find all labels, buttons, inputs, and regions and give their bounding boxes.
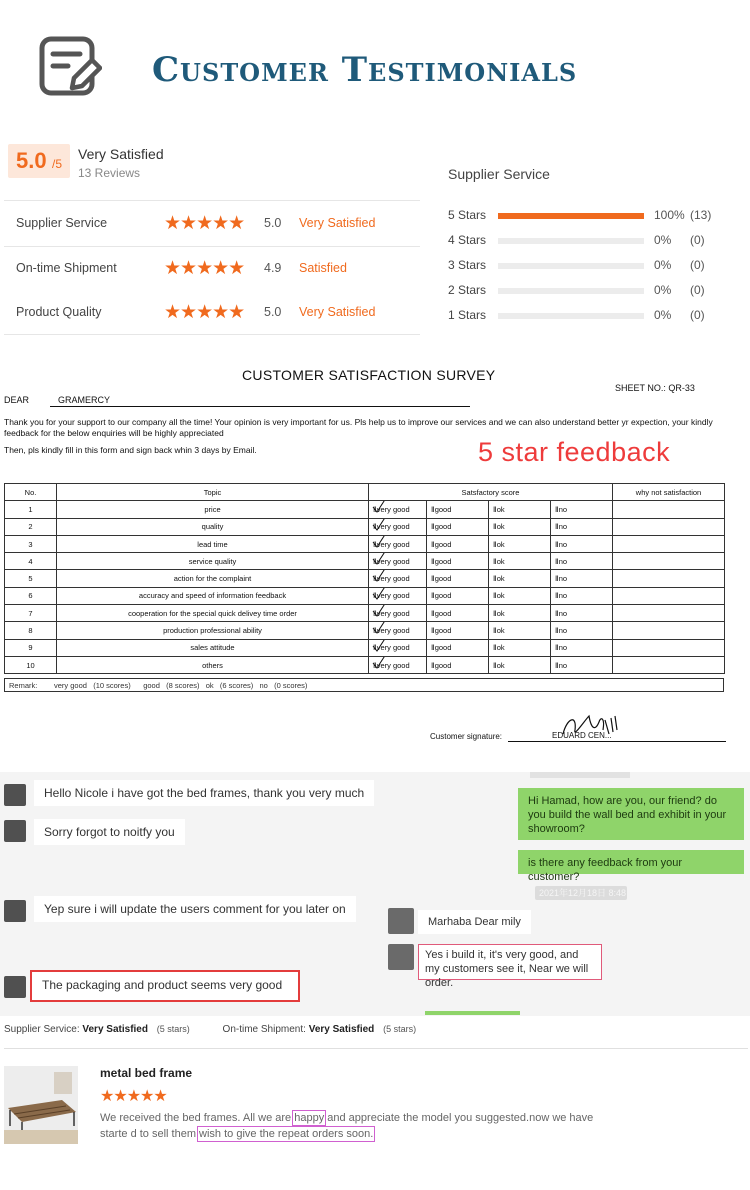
row-topic: service quality xyxy=(57,553,369,570)
count: (0) xyxy=(690,233,705,247)
option-ok xyxy=(489,622,551,639)
checkbox-glyph: Ⅱ xyxy=(431,643,435,653)
rating-value: 5.0 xyxy=(264,305,282,319)
option-very-good xyxy=(369,605,427,622)
rating-label: Product Quality xyxy=(16,305,102,319)
chat-message-reply: Marhaba Dear mily xyxy=(418,910,531,934)
rating-summary xyxy=(4,138,420,338)
option-very-good xyxy=(369,518,427,535)
option-ok xyxy=(489,535,551,552)
checkbox-glyph: Ⅱ xyxy=(555,660,559,670)
edit-document-icon xyxy=(38,36,102,98)
option-label: no xyxy=(558,643,568,653)
chat-message-left: Yep sure i will update the users comment for you later on xyxy=(34,896,356,922)
option-label: good xyxy=(434,591,452,601)
avatar xyxy=(4,900,26,922)
option-label: no xyxy=(558,539,568,549)
rating-value: 5.0 xyxy=(264,216,282,230)
option-very-good xyxy=(369,535,427,552)
option-good xyxy=(427,587,489,604)
distribution-bar xyxy=(498,238,644,244)
option-label: good xyxy=(434,660,452,670)
five-star-feedback-label: 5 star feedback xyxy=(478,437,671,467)
option-label: good xyxy=(434,556,452,566)
divider xyxy=(4,200,420,201)
star-label: 5 Stars xyxy=(448,208,487,222)
count: (13) xyxy=(690,208,712,222)
option-no xyxy=(551,518,613,535)
review-highlight: wish to give the repeat orders soon. xyxy=(199,1128,374,1140)
checkbox-glyph: Ⅱ xyxy=(555,539,559,549)
column-topic: Topic xyxy=(57,484,369,501)
checkbox-glyph: Ⅱ xyxy=(493,556,497,566)
option-ok xyxy=(489,518,551,535)
star-label: 1 Stars xyxy=(448,308,487,322)
star-rating-icon: ★★★★★ xyxy=(164,213,245,234)
underline xyxy=(50,406,470,407)
option-very-good xyxy=(369,570,427,587)
signature-name: EDUARD CEN... xyxy=(552,731,612,740)
row-number: 3 xyxy=(5,535,57,552)
checkbox-glyph: Ⅱ xyxy=(555,643,559,653)
checkbox-glyph: Ⅱ xyxy=(493,626,497,636)
star-distribution-row xyxy=(448,280,738,300)
option-label: good xyxy=(434,539,452,549)
survey-row xyxy=(5,535,725,552)
row-number: 4 xyxy=(5,553,57,570)
row-topic: lead time xyxy=(57,535,369,552)
checkbox-glyph: Ⅱ xyxy=(373,522,377,532)
supplier-service-distribution xyxy=(440,150,740,340)
survey-row xyxy=(5,518,725,535)
star-label: 3 Stars xyxy=(448,258,487,272)
sheet-number: SHEET NO.: QR-33 xyxy=(615,383,695,393)
row-why xyxy=(613,639,725,656)
checkbox-glyph: Ⅱ xyxy=(373,608,377,618)
chat-message-right: Hi Hamad, how are you, our friend? do you build the wall bed and exhibit in your showroom? xyxy=(518,788,744,840)
option-label: no xyxy=(558,556,568,566)
checkbox-glyph: Ⅱ xyxy=(373,574,377,584)
column-no: No. xyxy=(5,484,57,501)
row-why xyxy=(613,518,725,535)
row-why xyxy=(613,622,725,639)
option-label: good xyxy=(434,522,452,532)
checkbox-glyph: Ⅱ xyxy=(373,556,377,566)
star-rating-icon: ★★★★★ xyxy=(164,258,245,279)
survey-row xyxy=(5,501,725,518)
checkbox-glyph: Ⅱ xyxy=(493,539,497,549)
option-good xyxy=(427,518,489,535)
star-label: 2 Stars xyxy=(448,283,487,297)
rating-text: Satisfied xyxy=(299,261,347,275)
option-label: ok xyxy=(496,539,505,549)
checkmark-icon xyxy=(371,639,387,652)
option-label: no xyxy=(558,504,568,514)
row-topic: price xyxy=(57,501,369,518)
option-label: good xyxy=(434,504,452,514)
option-label: no xyxy=(558,574,568,584)
row-why xyxy=(613,587,725,604)
survey-table xyxy=(4,483,725,674)
column-why: why not satisfaction xyxy=(613,484,725,501)
checkbox-glyph: Ⅱ xyxy=(555,504,559,514)
percentage: 0% xyxy=(654,308,672,322)
satisfaction-survey-document xyxy=(0,355,750,755)
avatar xyxy=(4,976,26,998)
divider xyxy=(4,334,420,335)
percentage: 0% xyxy=(654,283,672,297)
chat-timestamp: 2021年12月18日 8:48 xyxy=(535,886,627,900)
dear-label: DEAR xyxy=(4,395,30,405)
checkbox-glyph: Ⅱ xyxy=(555,608,559,618)
percentage: 0% xyxy=(654,258,672,272)
review-highlight: happy xyxy=(294,1112,325,1124)
checkbox-glyph: Ⅱ xyxy=(373,504,377,514)
option-very-good xyxy=(369,501,427,518)
rating-label: Supplier Service xyxy=(16,216,108,230)
checkmark-icon xyxy=(371,656,387,669)
score-value: 5.0 xyxy=(16,148,47,173)
row-number: 8 xyxy=(5,622,57,639)
review-stats xyxy=(4,1024,416,1035)
survey-row xyxy=(5,622,725,639)
distribution-bar xyxy=(498,288,644,294)
option-very-good xyxy=(369,587,427,604)
option-label: very good xyxy=(376,522,410,532)
option-good xyxy=(427,570,489,587)
option-no xyxy=(551,639,613,656)
checkbox-glyph: Ⅱ xyxy=(431,626,435,636)
score-suffix: /5 xyxy=(52,157,63,171)
option-very-good xyxy=(369,553,427,570)
checkbox-glyph: Ⅱ xyxy=(373,660,377,670)
chat-message-left-highlighted: The packaging and product seems very good xyxy=(30,970,300,1002)
option-label: ok xyxy=(496,504,505,514)
review-text-part: We received the bed frames. All we are xyxy=(100,1112,295,1124)
option-no xyxy=(551,501,613,518)
checkbox-glyph: Ⅱ xyxy=(431,522,435,532)
row-why xyxy=(613,501,725,518)
option-label: no xyxy=(558,626,568,636)
row-topic: cooperation for the special quick delivey time order xyxy=(57,605,369,622)
checkmark-icon xyxy=(371,587,387,600)
distribution-bar-fill xyxy=(498,213,644,219)
checkbox-glyph: Ⅱ xyxy=(431,591,435,601)
avatar xyxy=(388,944,414,970)
count: (0) xyxy=(690,308,705,322)
chat-message-right: is there any feedback from your customer? xyxy=(518,850,744,874)
survey-row xyxy=(5,605,725,622)
star-rating-icon: ★★★★★ xyxy=(100,1088,167,1105)
option-label: ok xyxy=(496,608,505,618)
checkbox-glyph: Ⅱ xyxy=(431,539,435,549)
star-distribution-row xyxy=(448,205,738,225)
option-label: ok xyxy=(496,556,505,566)
option-good xyxy=(427,639,489,656)
option-no xyxy=(551,622,613,639)
star-rating-icon: ★★★★★ xyxy=(164,302,245,323)
stat-stars: (5 stars) xyxy=(383,1024,417,1034)
option-ok xyxy=(489,570,551,587)
option-no xyxy=(551,605,613,622)
option-ok xyxy=(489,605,551,622)
checkbox-glyph: Ⅱ xyxy=(431,504,435,514)
review-text xyxy=(100,1110,620,1142)
option-label: very good xyxy=(376,643,410,653)
row-topic: others xyxy=(57,656,369,673)
checkbox-glyph: Ⅱ xyxy=(555,591,559,601)
option-label: very good xyxy=(376,626,410,636)
stat-label: Supplier Service: xyxy=(4,1024,80,1035)
option-label: ok xyxy=(496,574,505,584)
star-label: 4 Stars xyxy=(448,233,487,247)
option-label: no xyxy=(558,522,568,532)
distribution-title: Supplier Service xyxy=(448,166,550,182)
bed-frame-thumbnail xyxy=(4,1066,78,1144)
option-label: no xyxy=(558,591,568,601)
divider xyxy=(4,1048,748,1049)
page-header xyxy=(0,0,750,120)
option-ok xyxy=(489,501,551,518)
avatar xyxy=(4,820,26,842)
chat-message-reply: Yes i build it, it's very good, and my customers see it, Near we will order. xyxy=(418,944,602,980)
chat-message-left: Hello Nicole i have got the bed frames, thank you very much xyxy=(34,780,374,806)
option-label: very good xyxy=(376,660,410,670)
review-count: 13 Reviews xyxy=(78,166,141,180)
row-number: 1 xyxy=(5,501,57,518)
satisfaction-title: Very Satisfied xyxy=(78,146,164,162)
checkmark-icon xyxy=(371,622,387,635)
distribution-bar xyxy=(498,213,644,219)
column-score: Satsfactory score xyxy=(369,484,613,501)
row-why xyxy=(613,656,725,673)
survey-title: CUSTOMER SATISFACTION SURVEY xyxy=(242,367,496,383)
checkmark-icon xyxy=(371,553,387,566)
checkbox-glyph: Ⅱ xyxy=(373,539,377,549)
row-number: 6 xyxy=(5,587,57,604)
survey-row xyxy=(5,570,725,587)
row-topic: accuracy and speed of information feedback xyxy=(57,587,369,604)
option-label: ok xyxy=(496,643,505,653)
product-title: metal bed frame xyxy=(100,1066,193,1080)
option-label: good xyxy=(434,643,452,653)
signature-label: Customer signature: xyxy=(430,732,503,741)
rating-text: Very Satisfied xyxy=(299,305,376,319)
row-topic: sales attitude xyxy=(57,639,369,656)
checkbox-glyph: Ⅱ xyxy=(493,591,497,601)
checkbox-glyph: Ⅱ xyxy=(373,626,377,636)
row-topic: quality xyxy=(57,518,369,535)
row-number: 9 xyxy=(5,639,57,656)
option-ok xyxy=(489,587,551,604)
survey-intro: Thank you for your support to our company all the time! Your opinion is very important for us. Pls help us to improve our services and we can also understand better yr expection, your kindly feedback for the below enquiries will be highly appreciated xyxy=(4,417,713,438)
checkbox-glyph: Ⅱ xyxy=(431,608,435,618)
option-no xyxy=(551,656,613,673)
star-distribution-row xyxy=(448,255,738,275)
option-label: ok xyxy=(496,626,505,636)
row-why xyxy=(613,605,725,622)
avatar xyxy=(4,784,26,806)
checkmark-icon xyxy=(371,518,387,531)
checkbox-glyph: Ⅱ xyxy=(555,556,559,566)
option-no xyxy=(551,553,613,570)
review-text-part: and appreciate the model you suggested.now we have starte d to sell them xyxy=(100,1112,594,1140)
distribution-bar xyxy=(498,313,644,319)
survey-row xyxy=(5,587,725,604)
option-no xyxy=(551,535,613,552)
option-label: ok xyxy=(496,522,505,532)
percentage: 0% xyxy=(654,233,672,247)
option-label: very good xyxy=(376,591,410,601)
option-good xyxy=(427,535,489,552)
distribution-bar xyxy=(498,263,644,269)
stat-value: Very Satisfied xyxy=(308,1024,375,1035)
checkbox-glyph: Ⅱ xyxy=(373,591,377,601)
rating-text: Very Satisfied xyxy=(299,216,376,230)
option-label: very good xyxy=(376,539,410,549)
chat-screenshot xyxy=(0,772,750,1016)
checkmark-icon xyxy=(371,570,387,583)
option-good xyxy=(427,605,489,622)
row-why xyxy=(613,535,725,552)
checkbox-glyph: Ⅱ xyxy=(373,643,377,653)
stat-stars: (5 stars) xyxy=(156,1024,190,1034)
option-good xyxy=(427,553,489,570)
avatar xyxy=(388,908,414,934)
star-distribution-row xyxy=(448,305,738,325)
survey-row xyxy=(5,639,725,656)
row-why xyxy=(613,553,725,570)
checkbox-glyph: Ⅱ xyxy=(493,574,497,584)
rating-label: On-time Shipment xyxy=(16,261,117,275)
row-number: 2 xyxy=(5,518,57,535)
option-ok xyxy=(489,639,551,656)
option-very-good xyxy=(369,622,427,639)
checkbox-glyph: Ⅱ xyxy=(493,660,497,670)
option-no xyxy=(551,570,613,587)
timestamp-bar xyxy=(530,772,630,778)
option-label: ok xyxy=(496,591,505,601)
checkbox-glyph: Ⅱ xyxy=(493,522,497,532)
checkbox-glyph: Ⅱ xyxy=(493,504,497,514)
option-label: good xyxy=(434,574,452,584)
option-no xyxy=(551,587,613,604)
checkbox-glyph: Ⅱ xyxy=(431,660,435,670)
star-distribution-row xyxy=(448,230,738,250)
checkbox-glyph: Ⅱ xyxy=(493,608,497,618)
chat-edge xyxy=(425,1011,520,1015)
checkbox-glyph: Ⅱ xyxy=(555,522,559,532)
option-label: good xyxy=(434,626,452,636)
company-name: GRAMERCY xyxy=(58,395,111,405)
option-label: very good xyxy=(376,608,410,618)
option-label: no xyxy=(558,608,568,618)
row-number: 10 xyxy=(5,656,57,673)
row-topic: production professional ability xyxy=(57,622,369,639)
option-ok xyxy=(489,553,551,570)
row-number: 7 xyxy=(5,605,57,622)
checkbox-glyph: Ⅱ xyxy=(431,556,435,566)
checkbox-glyph: Ⅱ xyxy=(555,574,559,584)
checkmark-icon xyxy=(371,535,387,548)
option-very-good xyxy=(369,639,427,656)
option-label: good xyxy=(434,608,452,618)
survey-instruction: Then, pls kindly fill in this form and sign back whin 3 days by Email. xyxy=(4,445,257,455)
option-good xyxy=(427,622,489,639)
rating-row-on-time-shipment xyxy=(4,247,420,291)
signature-line xyxy=(508,741,726,742)
row-number: 5 xyxy=(5,570,57,587)
page-title: Customer Testimonials xyxy=(152,50,578,90)
stat-value: Very Satisfied xyxy=(82,1024,148,1035)
score-badge xyxy=(8,144,70,178)
percentage: 100% xyxy=(654,208,685,222)
checkbox-glyph: Ⅱ xyxy=(555,626,559,636)
row-why xyxy=(613,570,725,587)
checkbox-glyph: Ⅱ xyxy=(431,574,435,584)
checkmark-icon xyxy=(371,605,387,618)
survey-row xyxy=(5,553,725,570)
option-very-good xyxy=(369,656,427,673)
row-topic: action for the complaint xyxy=(57,570,369,587)
chat-message-left: Sorry forgot to noitfy you xyxy=(34,819,185,845)
count: (0) xyxy=(690,283,705,297)
product-review xyxy=(0,1016,750,1190)
count: (0) xyxy=(690,258,705,272)
option-label: very good xyxy=(376,504,410,514)
rating-row-supplier-service xyxy=(4,202,420,246)
option-ok xyxy=(489,656,551,673)
checkmark-icon xyxy=(371,501,387,514)
rating-row-product-quality xyxy=(4,291,420,335)
option-label: very good xyxy=(376,574,410,584)
survey-remark: Remark: very good (10 scores) good (8 scores) ok (6 scores) no (0 scores) xyxy=(4,678,724,692)
option-label: very good xyxy=(376,556,410,566)
stat-label: On-time Shipment: xyxy=(222,1024,306,1035)
checkbox-glyph: Ⅱ xyxy=(493,643,497,653)
survey-row xyxy=(5,656,725,673)
rating-value: 4.9 xyxy=(264,261,282,275)
option-label: no xyxy=(558,660,568,670)
option-good xyxy=(427,501,489,518)
option-good xyxy=(427,656,489,673)
option-label: ok xyxy=(496,660,505,670)
